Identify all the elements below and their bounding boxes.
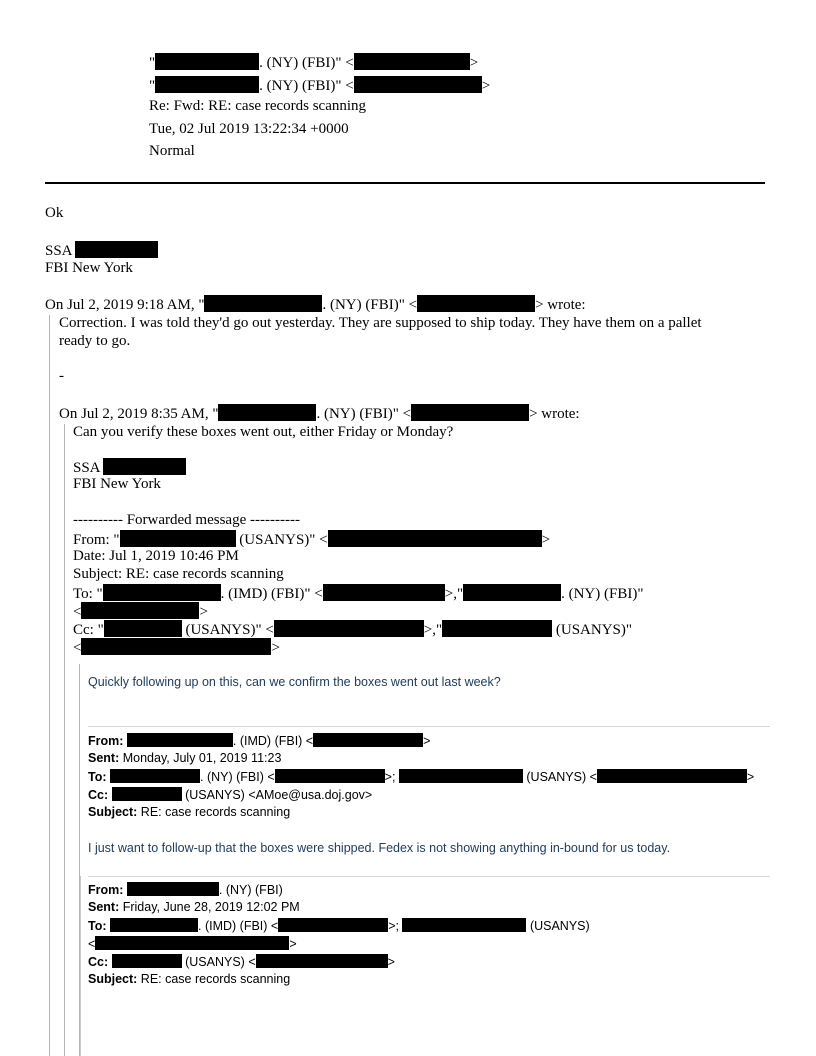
msg3-to-line: To: . (IMD) (FBI) < >; (USANYS): [88, 919, 590, 933]
header-subject-row: [0, 98, 400, 118]
msg3-from-line: From: . (NY) (FBI): [88, 883, 283, 897]
redaction: [81, 602, 199, 619]
msg2-body: I just want to follow-up that the boxes were shipped. Fedex is not showing anything in-bound for us today.: [88, 841, 671, 855]
redaction: [81, 638, 271, 655]
redaction: [110, 918, 198, 932]
fwd-from-line: From: " (USANYS)" < >: [73, 532, 551, 548]
redaction: [313, 733, 423, 747]
redaction: [110, 769, 200, 783]
redaction: [275, 769, 385, 783]
msg3-to-line-2: < >: [88, 937, 297, 951]
msg3-cc-line: Cc: (USANYS) < >: [88, 955, 395, 969]
fwd-date-line: Date: Jul 1, 2019 10:46 PM: [73, 548, 239, 564]
redaction: [256, 954, 388, 968]
redaction: [127, 882, 219, 896]
quote1-line2: ready to go.: [59, 333, 131, 349]
forwarded-marker: ---------- Forwarded message ----------: [73, 512, 300, 528]
redaction: [104, 620, 182, 637]
redaction: [103, 458, 186, 475]
redaction: [354, 76, 482, 93]
redaction: [95, 936, 289, 950]
msg3-sent-line: Sent: Friday, June 28, 2019 12:02 PM: [88, 900, 300, 914]
msg3-subject-line: Subject: RE: case records scanning: [88, 972, 291, 986]
redaction: [402, 918, 526, 932]
fwd-to-line-2: < >: [73, 604, 208, 620]
header-divider: [45, 182, 765, 184]
signature-title: SSA: [45, 241, 158, 260]
importance-value: Normal: [149, 143, 195, 159]
redaction: [218, 404, 316, 421]
redaction: [442, 620, 552, 637]
message-separator: [88, 876, 770, 877]
redaction: [155, 76, 259, 93]
fwd-subject-line: Subject: RE: case records scanning: [73, 566, 284, 582]
msg2-to-line: To: . (NY) (FBI) < >; (USANYS) < >: [88, 770, 755, 784]
redaction: [463, 584, 561, 601]
reply-text: Ok: [45, 205, 64, 221]
redaction: [323, 584, 445, 601]
to-value: " . (NY) (FBI)" < >: [149, 78, 491, 94]
date-value: Tue, 02 Jul 2019 13:22:34 +0000: [149, 121, 349, 137]
redaction: [417, 295, 535, 312]
quote2-attribution: On Jul 2, 2019 8:35 AM, " . (NY) (FBI)" < > wrote:: [59, 406, 580, 422]
quote2-signature-title: SSA: [73, 458, 186, 477]
msg1-body: Quickly following up on this, can we confirm the boxes went out last week?: [88, 675, 501, 689]
redaction: [204, 295, 322, 312]
redaction: [75, 241, 158, 258]
signature-office: FBI New York: [45, 260, 133, 276]
redaction: [328, 530, 542, 547]
redaction: [127, 733, 233, 747]
header-to-row: [0, 76, 491, 96]
fwd-cc-line: Cc: " (USANYS)" < >," (USANYS)": [73, 622, 633, 638]
redaction: [399, 769, 523, 783]
redaction: [112, 954, 182, 968]
quote2-question: Can you verify these boxes went out, either Friday or Monday?: [73, 424, 454, 440]
quote-bar-level1: [49, 315, 50, 1056]
redaction: [155, 53, 259, 70]
quote-bar-level2: [64, 424, 65, 1056]
redaction: [354, 53, 470, 70]
msg2-cc-line: Cc: (USANYS) <AMoe@usa.doj.gov>: [88, 788, 373, 802]
msg2-from-line: From: . (IMD) (FBI) < >: [88, 734, 431, 748]
subject-value: Re: Fwd: RE: case records scanning: [149, 98, 367, 114]
message-separator: [88, 726, 770, 727]
redaction: [112, 787, 182, 801]
quote1-dash: -: [59, 368, 64, 384]
fwd-cc-line-2: < >: [73, 640, 280, 656]
msg2-subject-line: Subject: RE: case records scanning: [88, 805, 291, 819]
redaction: [274, 620, 424, 637]
header-importance-row: [0, 143, 400, 163]
redaction: [120, 530, 236, 547]
from-value: " . (NY) (FBI)" < >: [149, 55, 479, 71]
quote1-line1: Correction. I was told they'd go out yesterday. They are supposed to ship today. They have them on a pallet: [59, 315, 702, 331]
header-from-row: [0, 53, 479, 73]
header-date-row: [0, 121, 400, 141]
msg2-sent-line: Sent: Monday, July 01, 2019 11:23: [88, 751, 282, 765]
redaction: [278, 918, 388, 932]
quote1-attribution: On Jul 2, 2019 9:18 AM, " . (NY) (FBI)" < > wrote:: [45, 297, 586, 313]
redaction: [411, 404, 529, 421]
redaction: [103, 584, 221, 601]
quote-bar-level4: [80, 876, 81, 1056]
redaction: [597, 769, 747, 783]
quote2-signature-office: FBI New York: [73, 476, 161, 492]
fwd-to-line: To: " . (IMD) (FBI)" < >," . (NY) (FBI)": [73, 586, 644, 602]
